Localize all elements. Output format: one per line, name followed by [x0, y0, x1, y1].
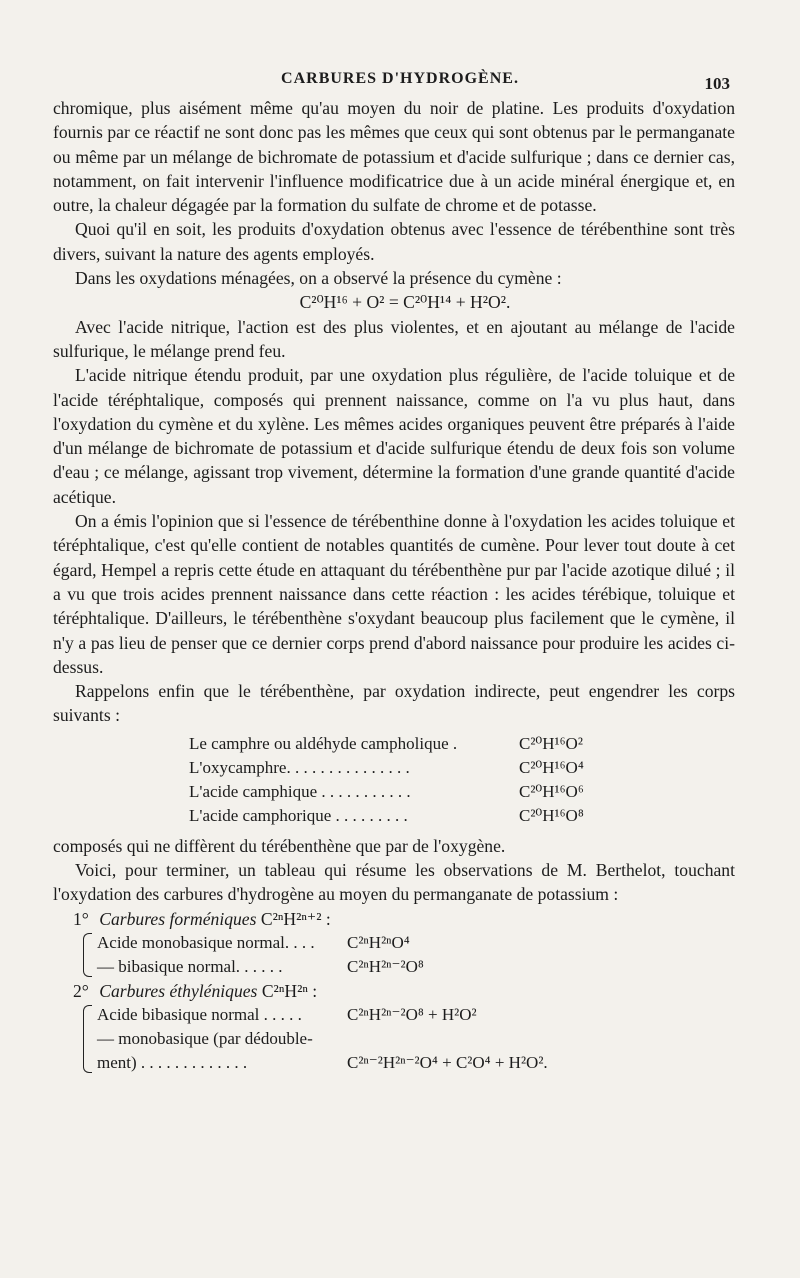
paragraph: Dans les oxydations ménagées, on a observé la présence du cymène : — [75, 268, 562, 289]
section-heading-1: 1° Carbures forméniques C²ⁿH²ⁿ⁺² : — [73, 908, 331, 929]
list-item: L'acide camphorique . . . . . . . . . C²⁰H¹⁶O⁸ — [189, 805, 584, 825]
list-item: Le camphre ou aldéhyde campholique . C²⁰H¹⁶O² — [189, 733, 583, 753]
paragraph: On a émis l'opinion que si l'essence de térébenthine donne à l'oxydation les acides toluique et téréphtalique, c'est qu'elle contient de notables quantités de cumène. Pour lever tout doute à cet égard, Hempel a repris cette étude en attaquant du térébenthène pur par l'acide azotique dilué ; il a vu que trois acides prennent naissance dans cette réaction : les acides térébique, toluique et téréphtalique. D'ailleurs, le térébenthène s'oxydant beaucoup plus facilement que le cymène, il n'y a pas lieu de penser que ce dernier corps prend d'abord naissance pour produire les acides ci-dessus. — [53, 511, 735, 677]
table-row: Acide monobasique normal. . . . C²ⁿH²ⁿO⁴ — [97, 932, 410, 952]
brace — [83, 1005, 92, 1073]
list-item: L'oxycamphre. . . . . . . . . . . . . . . C²⁰H¹⁶O⁴ — [189, 757, 584, 777]
paragraph: Voici, pour terminer, un tableau qui résume les observations de M. Berthelot, touchant l'oxydation des carbures d'hydrogène au moyen du permanganate de potassium : — [53, 860, 735, 905]
paragraph: Avec l'acide nitrique, l'action est des plus violentes, et en ajoutant au mélange de l'acide sulfurique, le mélange prend feu. — [53, 316, 735, 361]
running-header: CARBURES D'HYDROGÈNE. — [281, 70, 519, 87]
section-1-table — [83, 931, 735, 979]
table-row: Acide bibasique normal . . . . . C²ⁿH²ⁿ⁻²O⁸ + H²O² — [97, 1005, 477, 1025]
section-heading-2: 2° Carbures éthyléniques C²ⁿH²ⁿ : — [73, 980, 318, 1001]
table-row: — bibasique normal. . . . . . C²ⁿH²ⁿ⁻²O⁸ — [97, 956, 424, 976]
camphor-derivatives-list — [189, 732, 735, 828]
equation: C²⁰H¹⁶ + O² = C²⁰H¹⁴ + H²O². — [299, 292, 511, 313]
table-row: ment) . . . . . . . . . . . . . C²ⁿ⁻²H²ⁿ⁻²O⁴ + C²O⁴ + H²O². — [97, 1053, 548, 1073]
brace — [83, 933, 92, 977]
table-row: — monobasique (par dédouble- — [97, 1029, 313, 1049]
paragraph: chromique, plus aisément même qu'au moyen du noir de platine. Les produits d'oxydation fournis par ce réactif ne sont donc pas les mêmes que ceux qui sont obtenus par le permanganate ou même par un mélange de bichromate de potassium et d'acide sulfurique ; dans ce dernier cas, notamment, on fait intervenir l'influence modificatrice due à un acide minéral énergique et, en outre, la chaleur dégagée par la formation du sulfate de chrome et de potasse. — [53, 98, 735, 216]
section-2-table — [83, 1003, 735, 1075]
page-number: 103 — [704, 74, 730, 93]
paragraph: Rappelons enfin que le térébenthène, par oxydation indirecte, peut engendrer les corps suivants : — [53, 681, 735, 726]
paragraph: L'acide nitrique étendu produit, par une oxydation plus régulière, de l'acide toluique et de l'acide téréphtalique, composés qui prennent naissance, comme on l'a vu plus haut, dans l'oxydation du cymène et du xylène. Les mêmes acides organiques peuvent être préparés à l'aide d'un mélange de bichromate de potassium et d'acide sulfurique étendu de deux fois son volume d'eau ; ce mélange, agissant trop vivement, détermine la formation d'une grande quantité d'acide acétique. — [53, 365, 735, 507]
paragraph: composés qui ne diffèrent du térébenthène que par de l'oxygène. — [53, 835, 506, 856]
paragraph: Quoi qu'il en soit, les produits d'oxydation obtenus avec l'essence de térébenthine sont très divers, suivant la nature des agents employés. — [53, 219, 735, 264]
list-item: L'acide camphique . . . . . . . . . . . C²⁰H¹⁶O⁶ — [189, 781, 584, 801]
body-text — [53, 96, 735, 1075]
